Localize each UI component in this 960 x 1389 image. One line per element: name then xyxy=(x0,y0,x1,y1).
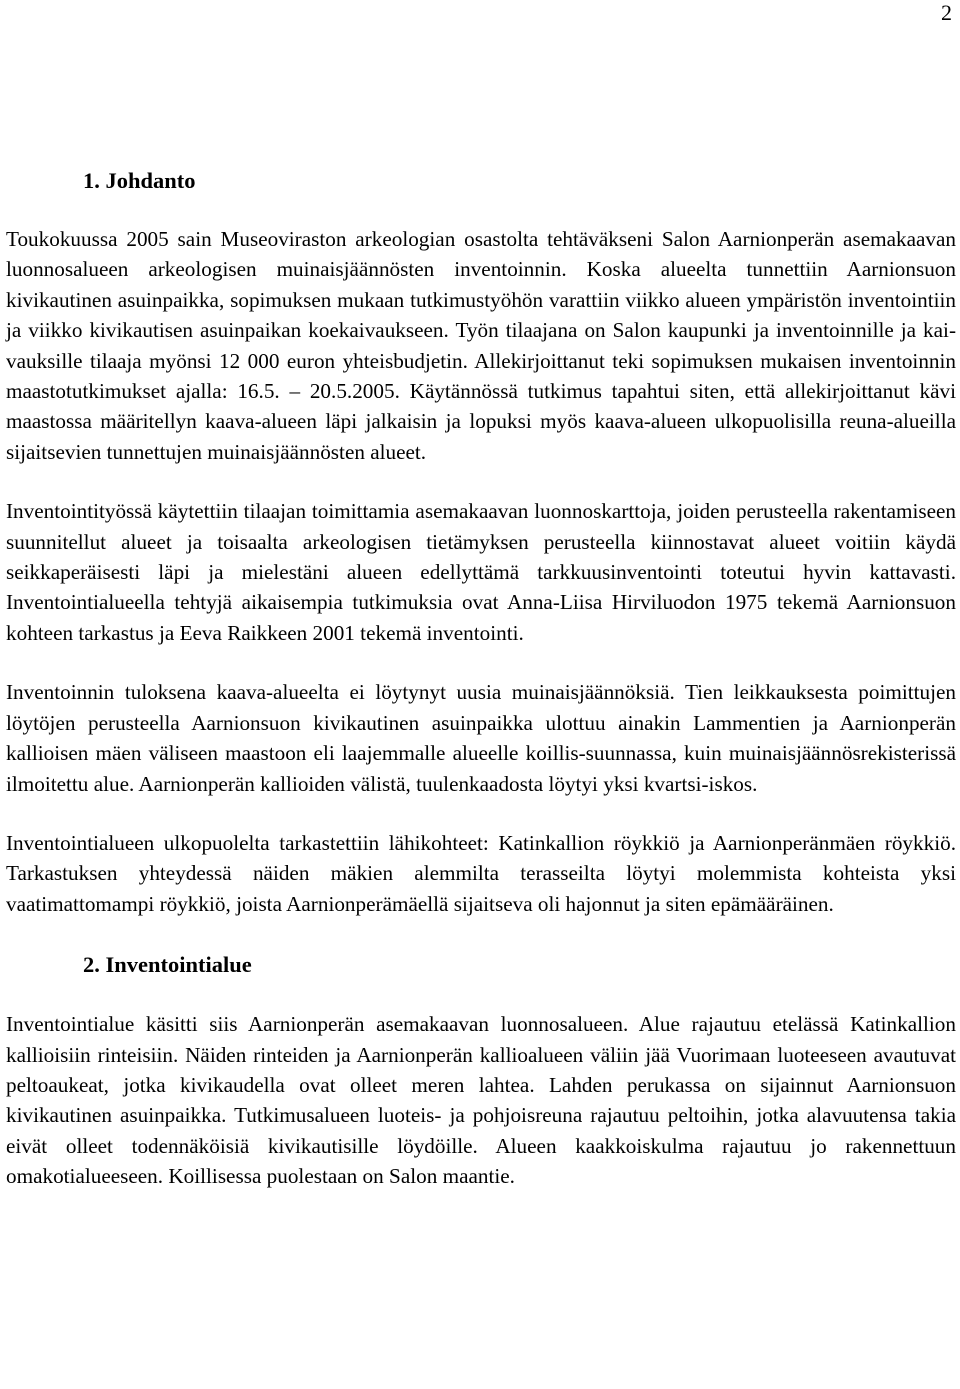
section-heading-inventointialue: 2. Inventointialue xyxy=(83,952,252,978)
document-body xyxy=(6,166,956,1192)
paragraph: Inventoinnin tuloksena kaava-alueelta ei löytynyt uusia muinaisjäännöksiä. Tien leikkauksesta poimittujen löytöjen perusteella Aarnionsuon kivikautinen asuinpaikka ulottuu ainakin Lammentien ja Aarnionperän kallioisen mäen väliseen maastoon eli laajemmalle alueelle koillis-suunnassa, kuin muinaisjäännösrekisterissä ilmoitettu alue. Aarnionperän kallioiden välistä, tuulenkaadosta löytyi yksi kvartsi-iskos. xyxy=(6,680,956,796)
page-number: 2 xyxy=(941,0,952,25)
paragraph: Inventointityössä käytettiin tilaajan toimittamia asemakaavan luonnoskarttoja, joiden perusteella rakentamiseen suunnitellut alueet ja toisaalta arkeologisen tietämyksen perusteella kiinnostavat alueet voitiin käydä seikkaperäisesti läpi ja mielestäni alueen edellyttämä tarkkuusinventointi toteutui hyvin kattavasti. Inventointialueella tehtyjä aikaisempia tutkimuksia ovat Anna-Liisa Hirviluodon 1975 tekemä Aarnionsuon kohteen tarkastus ja Eeva Raikkeen 2001 tekemä inventointi. xyxy=(6,499,956,645)
section-heading-johdanto: 1. Johdanto xyxy=(83,168,196,193)
paragraph: Inventointialueen ulkopuolelta tarkastettiin lähikohteet: Katinkallion röykkiö ja Aarnionperänmäen röykkiö. Tarkastuksen yhteydessä näiden mäkien alemmilta terasseilta löytyi molemmista kohteista yksi vaatimattomampi röykkiö, joista Aarnionperämäellä sijaitseva oli hajonnut ja siten epämääräinen. xyxy=(6,830,956,916)
paragraph: Inventointialue käsitti siis Aarnionperän asemakaavan luonnosalueen. Alue rajautuu etelässä Katinkallion kallioisiin rinteisiin. Näiden rinteiden ja Aarnionperän kallioalueen väliin jää Vuorimaan luoteeseen avautuvat peltoaukeat, jotka kivikaudella ovat olleet meren lahtea. Lahden perukassa on sijainnut Aarnionsuon kivikautinen asuinpaikka. Tutkimusalueen luoteis- ja pohjoisreuna rajautuu peltoihin, jotka alavuutensa takia eivät olleet todennäköisiä kivikautisille löydöille. Alueen kaakkoiskulma rajautuu jo rakennettuun omakotialueeseen. Koillisessa puolestaan on Salon maantie. xyxy=(6,1012,956,1189)
paragraph: Toukokuussa 2005 sain Museoviraston arkeologian osastolta tehtäväkseni Salon Aarnionperän asemakaavan luonnosalueen arkeologisen muinaisjäännösten inventoinnin. Koska alueelta tunnettiin Aarnionsuon kivikautinen asuinpaikka, sopimuksen mukaan tutkimustyöhön varattiin viikko alueen ympäristön inventointiin ja viikko kivikautisen asuinpaikan koekaivaukseen. Työn tilaajana on Salon kaupunki ja inventoinnille ja kaivauksille tilaaja myönsi 12 000 euron yhteisbudjetin. Allekirjoittanut teki sopimuksen mukaisen inventoinnin maastotutkimukset ajalla: 16.5. – 20.5.2005. Käytännössä tutkimus tapahtui siten, että allekirjoittanut kävi maastossa määritellyn kaava-alueen läpi jalkaisin ja lopuksi myös kaava-alueen ulkopuolisilla reuna-alueilla sijaitsevien tunnettujen muinaisjäännösten alueet. xyxy=(6,227,956,464)
